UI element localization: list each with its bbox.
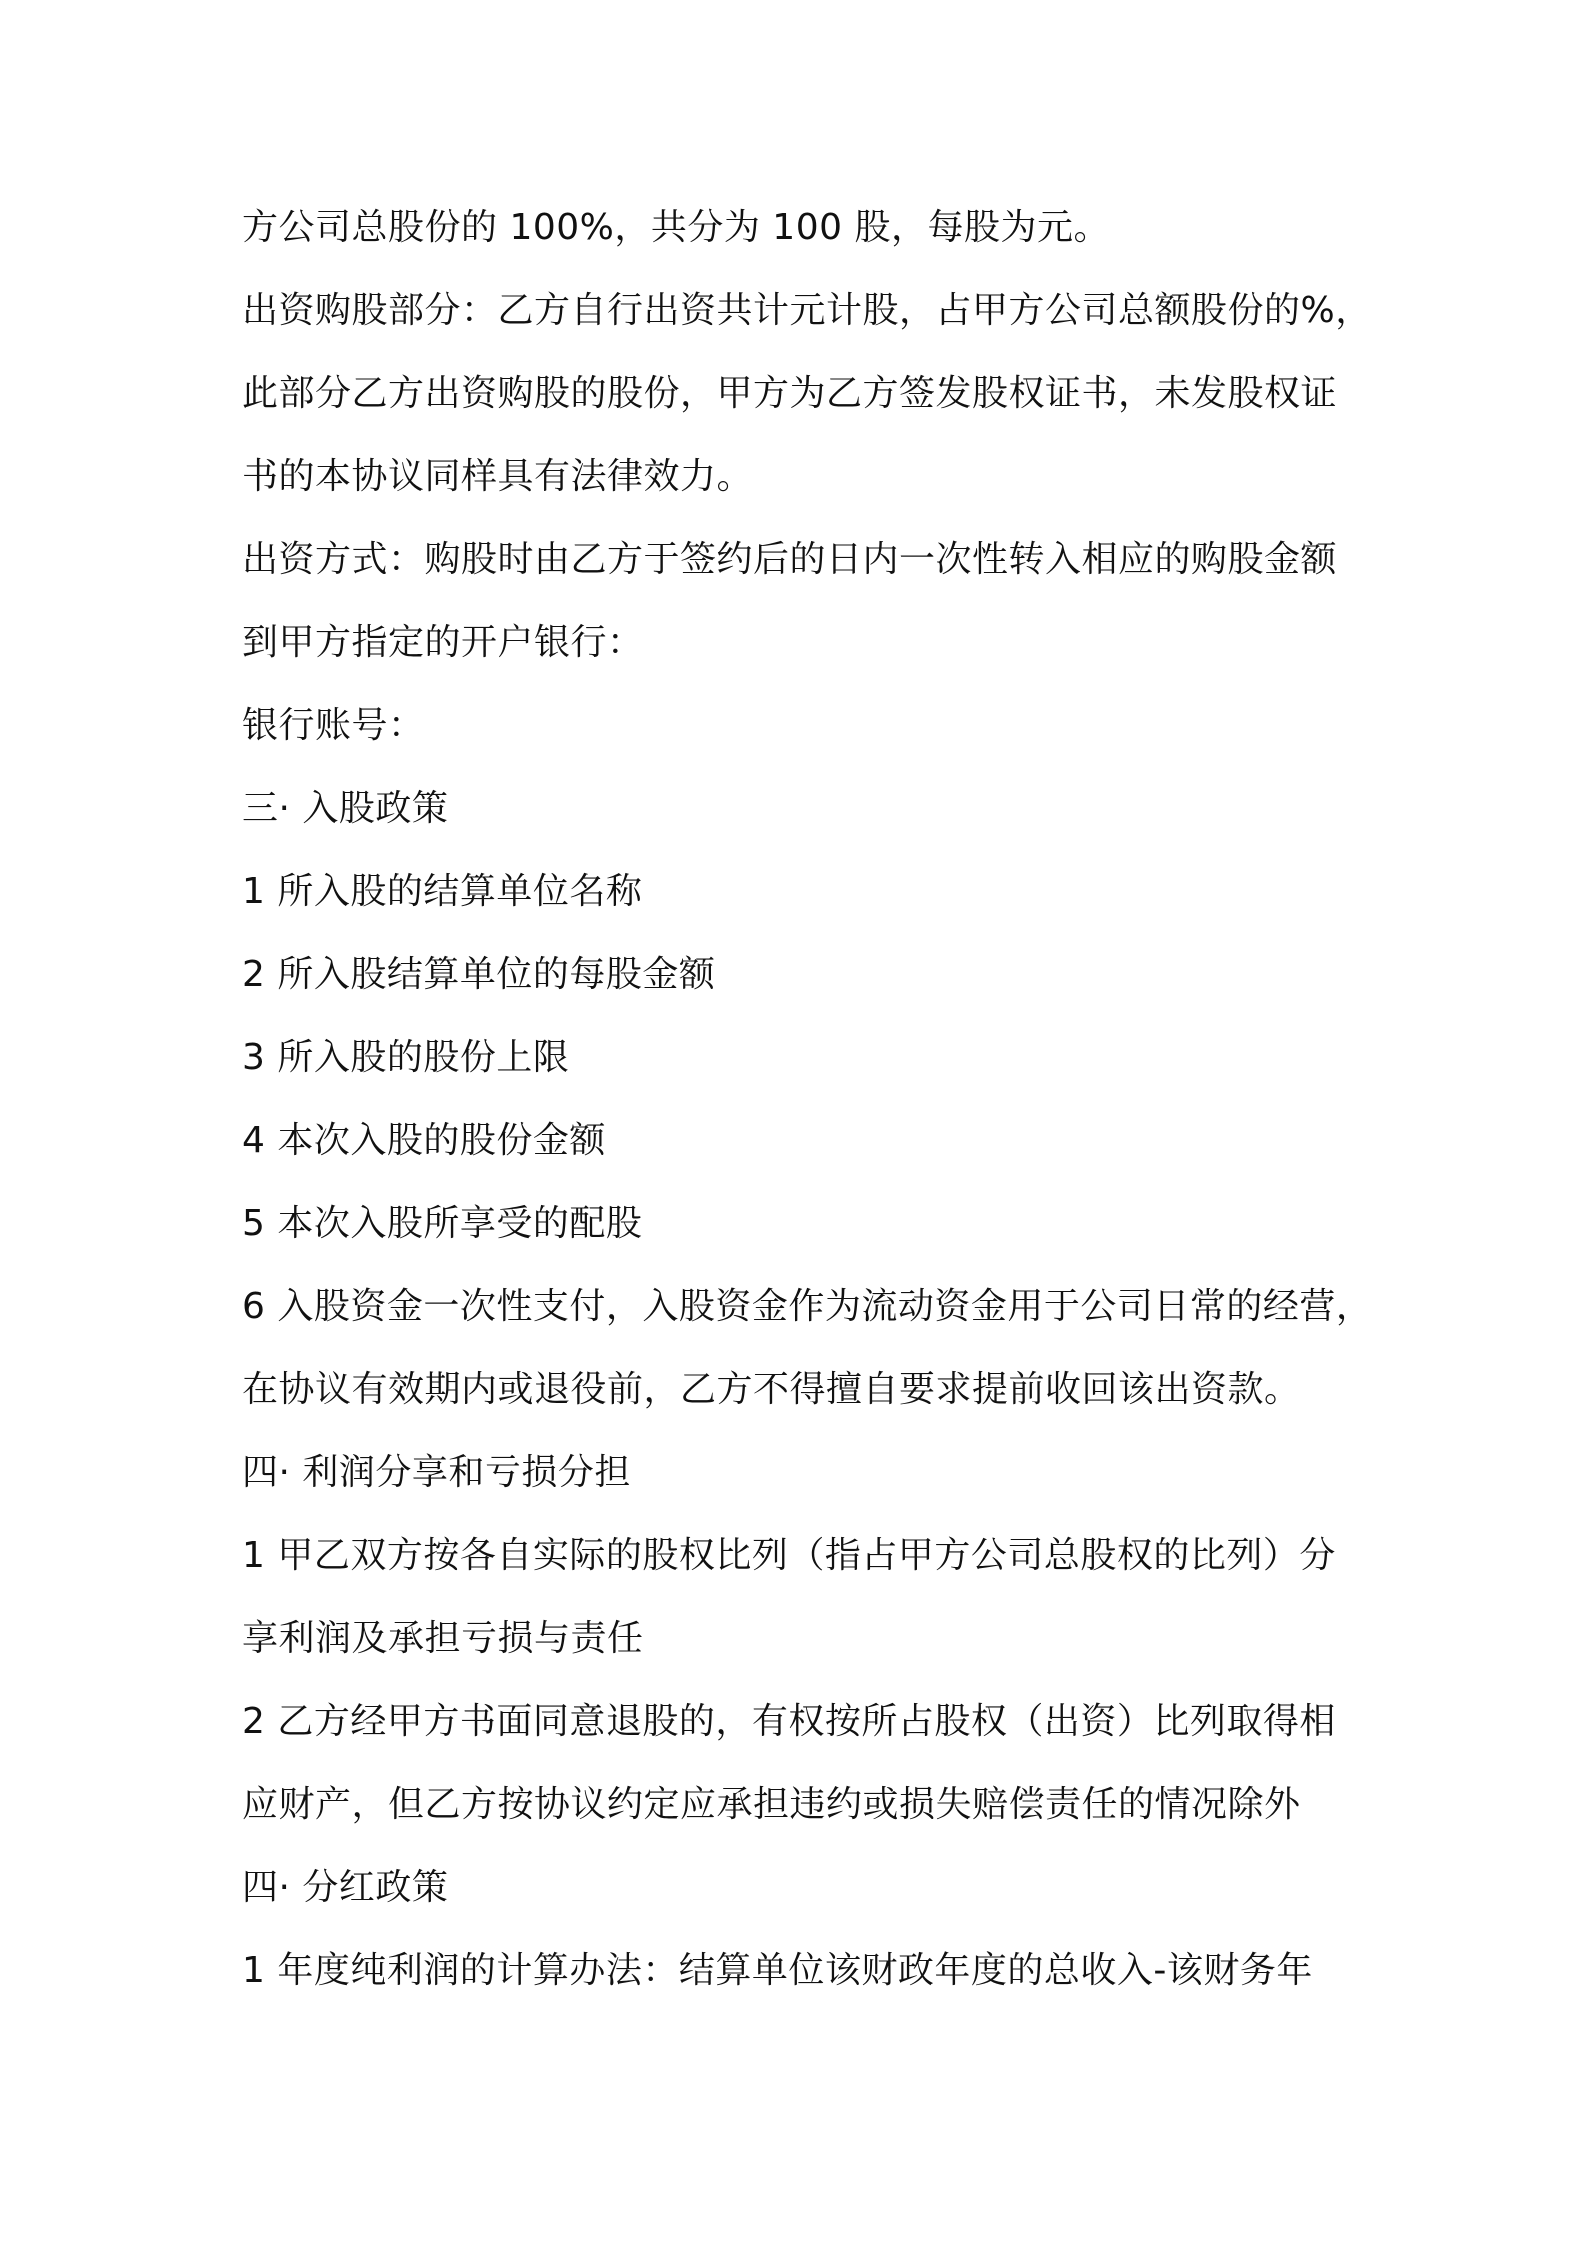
list-item: 1 甲乙双方按各自实际的股权比列（指占甲方公司总股权的比列）分 (242, 1535, 1336, 1576)
text-line: 出资方式：购股时由乙方于签约后的日内一次性转入相应的购股金额 (242, 539, 1338, 580)
section-heading: 三· 入股政策 (242, 788, 449, 829)
text-line: 书的本协议同样具有法律效力。 (242, 456, 754, 497)
document-body (242, 198, 1382, 2024)
list-item: 4 本次入股的股份金额 (242, 1120, 606, 1161)
section-heading: 四· 利润分享和亏损分担 (242, 1452, 631, 1493)
text-line: 在协议有效期内或退役前，乙方不得擅自要求提前收回该出资款。 (242, 1369, 1301, 1410)
text-line: 银行账号： (242, 705, 425, 746)
list-item: 5 本次入股所享受的配股 (242, 1203, 643, 1244)
section-heading: 四· 分红政策 (242, 1867, 449, 1908)
list-item: 2 乙方经甲方书面同意退股的，有权按所占股权（出资）比列取得相 (242, 1701, 1336, 1742)
list-item: 3 所入股的股份上限 (242, 1037, 570, 1078)
text-line: 出资购股部分：乙方自行出资共计元计股，占甲方公司总额股份的%， (242, 290, 1372, 331)
text-line: 方公司总股份的 100%，共分为 100 股，每股为元。 (242, 207, 1110, 248)
text-line: 享利润及承担亏损与责任 (242, 1618, 644, 1659)
list-item: 1 所入股的结算单位名称 (242, 871, 643, 912)
list-item: 2 所入股结算单位的每股金额 (242, 954, 716, 995)
list-item: 6 入股资金一次性支付，入股资金作为流动资金用于公司日常的经营， (242, 1286, 1373, 1327)
text-line: 到甲方指定的开户银行： (242, 622, 644, 663)
text-line: 应财产，但乙方按协议约定应承担违约或损失赔偿责任的情况除外 (242, 1784, 1301, 1825)
text-line: 此部分乙方出资购股的股份，甲方为乙方签发股权证书，未发股权证 (242, 373, 1338, 414)
list-item: 1 年度纯利润的计算办法：结算单位该财政年度的总收入-该财务年 (242, 1950, 1313, 1991)
